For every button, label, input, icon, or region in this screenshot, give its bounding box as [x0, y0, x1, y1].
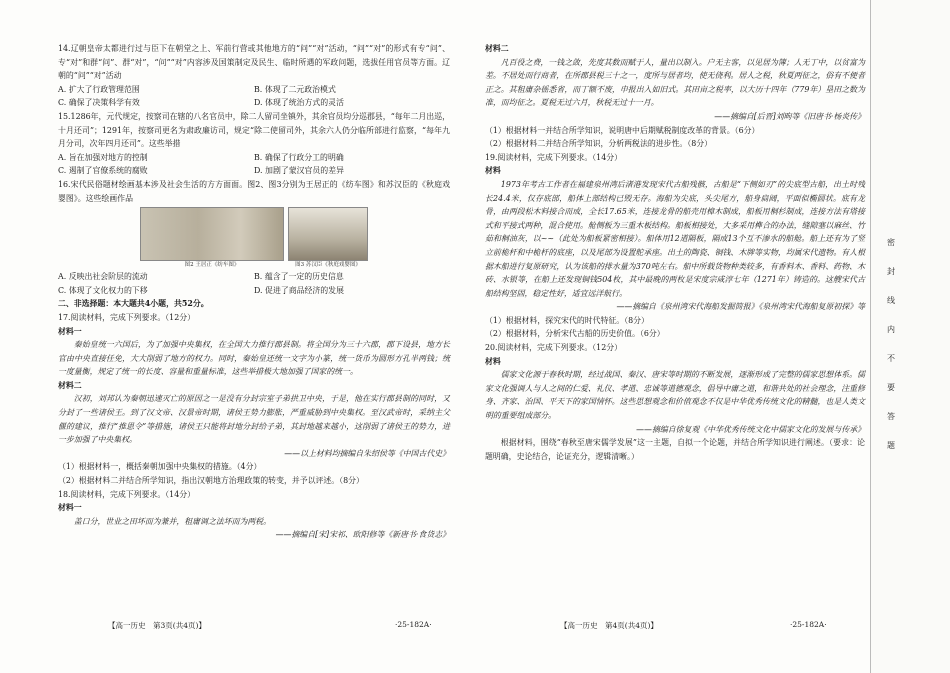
- q15-option-d: D. 加剧了蒙汉官员的差异: [254, 166, 344, 176]
- q17-requirement-1: （1）根据材料一，概括秦朝加强中央集权的措施。（4分）: [58, 462, 262, 472]
- q14-options: [58, 83, 450, 110]
- q17-material1-text: 秦始皇统一六国后，为了加强中央集权，在全国大力推行郡县制。将全国分为三十六郡，郡下设县，地方长官由中央直接任免，大大削弱了地方的权力。同时，秦始皇还统一文字为小篆，统一货币为圆形方孔半两钱；统一度量衡，规定了统一的长度、容量和重量标准，这些举措极大地加强了国家的统一。: [58, 340, 450, 377]
- q17-source: ——以上材料均摘编自朱绍侯等《中国古代史》: [284, 448, 450, 458]
- seal-char: 线: [887, 296, 895, 305]
- q16-option-c: C. 体现了文化权力的下移: [58, 285, 148, 295]
- q19-stem: 19.阅读材料，完成下列要求。（14分）: [485, 152, 622, 162]
- seal-char: 不: [887, 354, 895, 363]
- seal-char: 内: [887, 325, 895, 334]
- q14-stem: 14.辽朝皇帝太都进行过与臣下在朝堂之上、军前行营或其他地方的“问”“对”活动，“问”“对”的形式有专“问”、专“对”和群“问”、群“对”，“问”“对”内容涉及国策制定及民生、临时所遇的军政问题，选拔任用官员等方面。辽朝的“问”“对”活动: [58, 44, 450, 81]
- section-2-title: 二、非选择题：本大题共4小题，共52分。: [58, 299, 209, 309]
- q17-material2-label: 材料二: [58, 380, 82, 390]
- q16-option-a: A. 反映出社会阶层的流动: [58, 272, 148, 282]
- q14-option-a: A. 扩大了行政管理范围: [58, 84, 140, 94]
- q15-stem: 15.1286年，元代规定，按察司在辖的八名官员中，除二人留司坐镇外，其余官员均分巡郡县，“每年二月出巡，十月还司”；1291年，按察司更名为肃政廉访司，规定“除二使留司外，其余六人仍分临所部进行监察，“每年九月分司，次年四月还司”。这些举措: [58, 111, 450, 149]
- spinning-wheel-painting: [140, 207, 284, 261]
- seal-char: 封: [887, 267, 895, 276]
- q19-requirement-1: （1）根据材料，探究宋代的时代特征。（8分）: [485, 315, 649, 325]
- seal-char: 答: [887, 412, 895, 421]
- q16-options: [58, 270, 450, 297]
- q15-options: [58, 151, 450, 178]
- q19-requirement-2: （2）根据材料，分析宋代古船的历史价值。（6分）: [485, 329, 665, 339]
- q17-requirement-2: （2）根据材料二并结合所学知识，指出汉朝地方治理政策的转变，并予以评述。（8分）: [58, 476, 364, 486]
- q17-material1-label: 材料一: [58, 326, 82, 336]
- right-page-code: ·25-182A·: [790, 620, 827, 629]
- q17-stem: 17.阅读材料，完成下列要求。（12分）: [58, 312, 195, 322]
- q18-material2-source: ——摘编自[后晋]刘昫等《旧唐书·杨炎传》: [714, 111, 865, 121]
- q14-option-c: C. 确保了决策科学有效: [58, 98, 140, 108]
- q16-option-d: D. 促进了商品经济的发展: [254, 285, 344, 295]
- q16-option-b: B. 蕴含了一定的历史信息: [254, 272, 344, 282]
- q18-material1-label: 材料一: [58, 503, 82, 513]
- seal-char: 密: [887, 238, 895, 247]
- q18-material2-label: 材料二: [485, 44, 509, 53]
- q16-figures: [58, 207, 450, 269]
- page-divider: [870, 0, 871, 673]
- left-page-code: ·25-182A·: [395, 620, 432, 629]
- q18-material1-source: ——摘编自[宋]宋祁、欧阳修等《新唐书·食货志》: [275, 530, 450, 540]
- q20-requirement: 根据材料，围绕“春秋至唐宋儒学发展”这一主题，自拟一个论题，并结合所学知识进行阐述。（要求：论题明确，史论结合，论证充分，逻辑清晰。）: [485, 438, 865, 461]
- q17-material2-text: 汉初，刘邦认为秦朝迅速灭亡的原因之一是没有分封宗室子弟拱卫中央，于是，他在实行郡县制的同时，又分封了一些诸侯王。到了汉文帝、汉景帝时期，诸侯王势力膨胀，严重威胁到中央集权。至汉武帝时，采纳主父偃的建议，推行“推恩令”等措施，诸侯王只能将封地分封给子弟，其封地越来越小，这削弱了诸侯王的势力，进一步加强了中央集权。: [58, 394, 450, 445]
- q15-option-a: A. 旨在加强对地方的控制: [58, 152, 148, 162]
- left-column: [58, 42, 450, 542]
- seal-line-notice: [880, 228, 902, 460]
- q18-material1-text: 盖口分，世业之田坏而为兼并，租庸调之法坏而为两税。: [73, 516, 272, 526]
- q20-material-label: 材料: [485, 356, 501, 366]
- figure-3-caption: 图3 苏汉臣《秋庭戏婴图》: [295, 262, 361, 269]
- q20-material-text: 儒家文化源于春秋时期，经过战国、秦汉、唐宋等时期的不断发展，逐渐形成了完整的儒家思想体系。儒家文化强调人与人之间的仁爱、礼仪、孝道、忠诚等道德观念，倡导中庸之道，和谐共处的社会理念，注重修身、齐家、治国、平天下的家国情怀。这些思想观念和价值观念不仅是中华优秀传统文化的精髓，也是人类文明的重要组成部分。: [485, 370, 865, 421]
- q19-source: ——摘编自《泉州湾宋代海船发掘简报》《泉州湾宋代海船复原初探》等: [616, 302, 865, 312]
- q15-option-b: B. 确保了行政分工的明确: [254, 152, 344, 162]
- q18-stem: 18.阅读材料，完成下列要求。（14分）: [58, 489, 195, 499]
- figure-3: [288, 207, 368, 269]
- figure-2-caption: 图2 王居正《纺车图》: [184, 262, 240, 269]
- q18-requirement-1: （1）根据材料一并结合所学知识，说明唐中后期赋税制度改革的背景。（6分）: [485, 125, 760, 135]
- seal-char: 题: [887, 441, 895, 450]
- q19-material-label: 材料: [485, 166, 501, 176]
- seal-char: 要: [887, 383, 895, 392]
- q20-source: ——摘编自徐复观《中华优秀传统文化中儒家文化的发展与传承》: [636, 424, 865, 434]
- q16-stem: 16.宋代民俗题材绘画基本涉及社会生活的方方面面。图2、图3分别为王居正的《纺车图》和苏汉臣的《秋庭戏婴图》。这些绘画作品: [58, 179, 450, 203]
- q18-requirement-2: （2）根据材料二并结合所学知识，分析两税法的进步性。（8分）: [485, 139, 713, 149]
- right-column: [485, 42, 865, 463]
- q19-material-text: 1973年考古工作者在福建泉州湾后渚港发现宋代古船残骸，古船是“下侧如刃”的尖底型古船，出土时残长24.4米，仅存底部，船体上部结构已毁无存。海船为尖底，头尖尾方，船身扁阔，平面似椭圆状。底有龙骨，由两段松木料接合而成，全长17.65米，连接龙骨的船壳用樟木制成，船板用桐杉制成，连接方法有塔接式和平接式两种，混合使用。舱侧板为三重木板结构。船板相接处，大多采用榫合的办法，缝隙塞以麻丝、竹茹和桐油灰，以~~（此处为船板紧密相接）。船体用12道隔板，隔成13个互不渗水的船舱。船上还有为了竖立前桅杆和中桅杆的底座，以及尾部为设置舵承座。出土的陶瓷、铜钱、木牌等实物，均属宋代遗物。有人根据木船进行复原研究，认为该船的排水量为370吨左右。船中所载货物种类较多，有香料木、香料、药物、木砖、水银等，在船上还发现铜钱504枚，其中最晚的两枚是宋度宗咸淳七年（1271年）铸造的。这艘宋代古船结构坚固，稳定性好，适宜远洋航行。: [485, 179, 865, 298]
- q14-option-d: D. 体现了统治方式的灵活: [254, 98, 344, 108]
- q18-material2-text: 凡百役之费，一钱之敛，先度其数而赋于人，量出以制入。户无主客，以见居为簿；人无丁中，以贫富为差。不居处而行商者，在所郡县税三十之一，度所与居者均，使无侥利。居人之税，秋夏两征之，俗有不便者正之。其租庸杂徭悉省，而丁额不废，申报出入如旧式。其田亩之税率，以大历十四年（779年）垦田之数为准，而均征之。夏税无过六月，秋税无过十一月。: [485, 57, 865, 108]
- q20-stem: 20.阅读材料，完成下列要求。（12分）: [485, 343, 622, 353]
- children-playing-painting: [288, 207, 368, 261]
- q15-option-c: C. 遏制了官僚系统的腐败: [58, 166, 148, 176]
- q14-option-b: B. 体现了二元政治模式: [254, 84, 336, 94]
- figure-2: [140, 207, 284, 269]
- right-page-footer: 【高一历史 第4页(共4页)】: [560, 621, 658, 630]
- left-page-footer: 【高一历史 第3页(共4页)】: [108, 621, 206, 630]
